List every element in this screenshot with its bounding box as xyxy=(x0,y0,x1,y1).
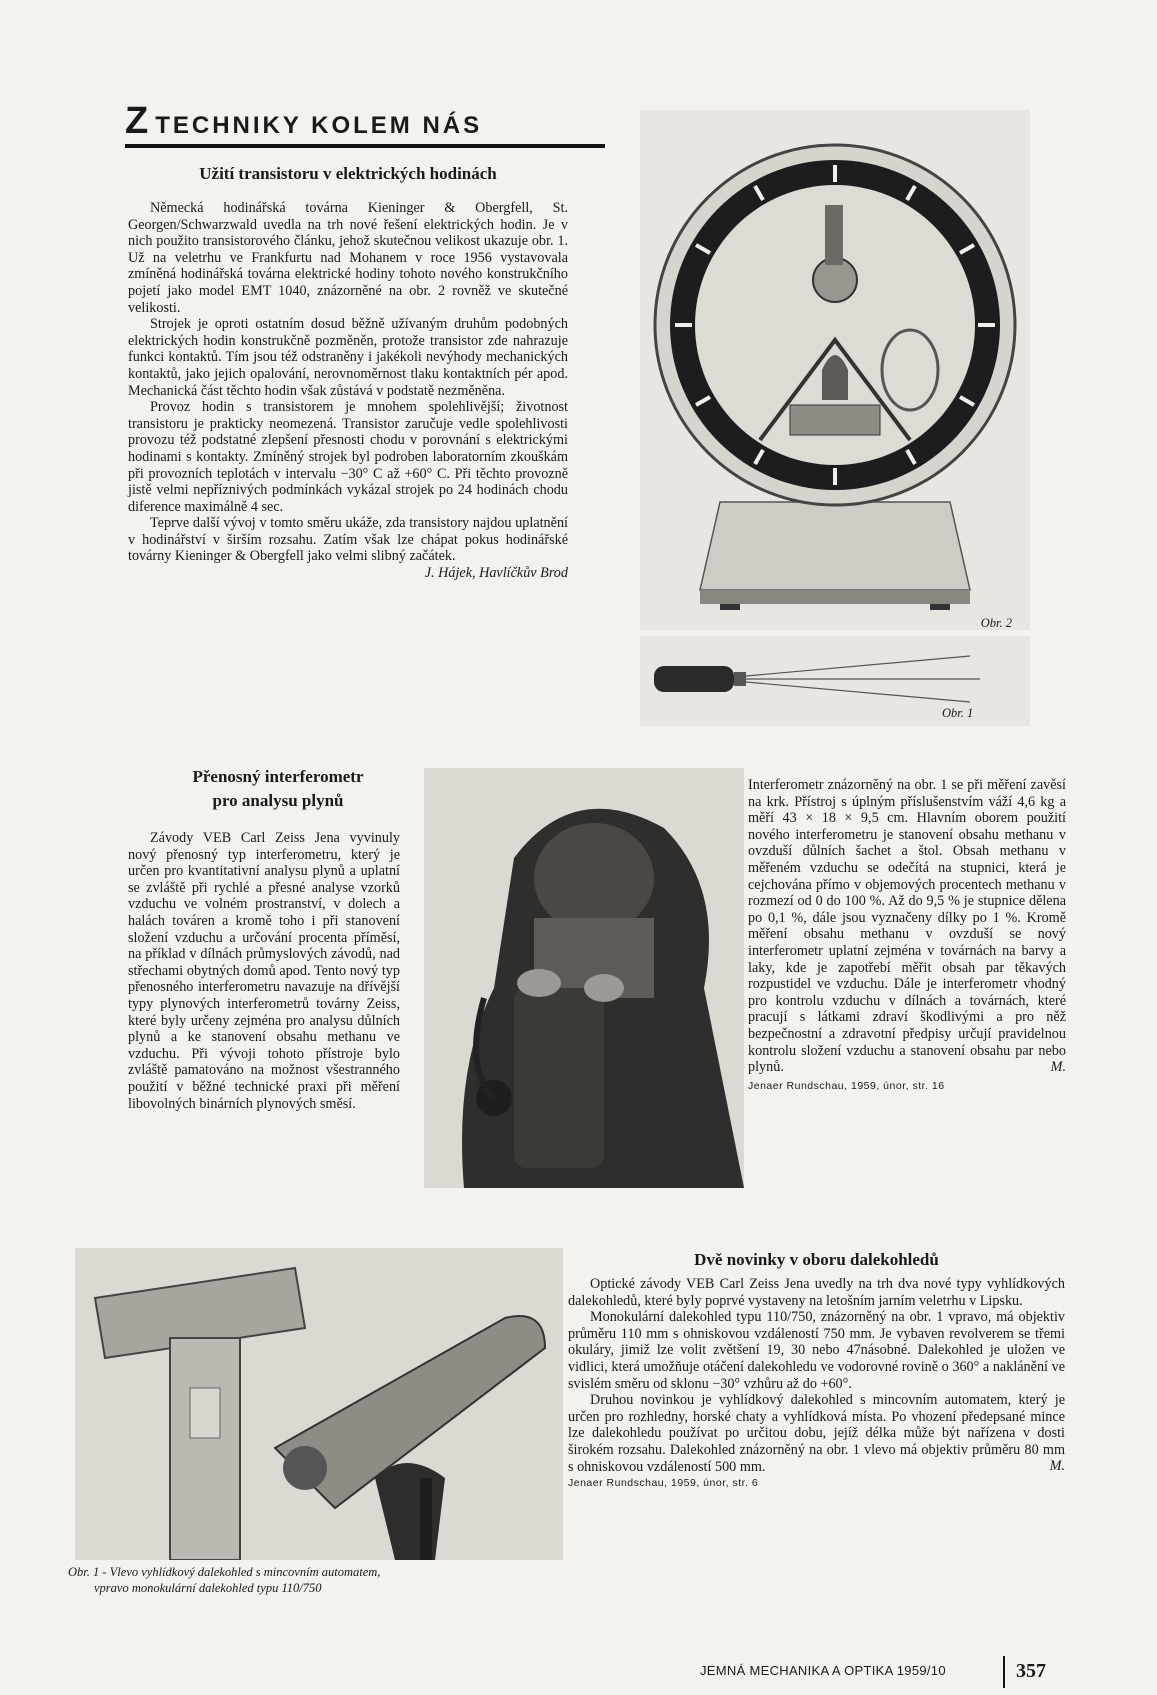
footer-divider xyxy=(1003,1656,1005,1688)
footer-journal: JEMNÁ MECHANIKA A OPTIKA 1959/10 xyxy=(700,1663,946,1678)
article1-paragraph: Strojek je oproti ostatním dosud běžně užívaným druhům podobných elektrických hodin konstrukčně pozměněn, protože transistor zde nahrazuje funkci kontaktů. Tím jsou též odstraněny i jakékoli nevýhody mechanických kontaktů, jako jejich opalování, nerovnoměrnost tlaku kontaktních pér apod. Mechanická část těchto hodin však zůstává v podstatě nezměněna. xyxy=(128,316,568,399)
telescope-photo xyxy=(75,1248,563,1560)
caption-fig2: Obr. 2 xyxy=(980,616,1012,630)
article1-paragraph: Provoz hodin s transistorem je mnohem spolehlivější; životnost transistoru je prakticky neomezená. Transistor zaručuje vedle spolehlivosti provozu též podstatné zlepšení přesnosti chodu v porovnání s elektrickými hodinami s kontakty. Zmíněný strojek byl podroben laboratorním zkouškám při provozních teplotách v intervalu −30° C až +60° C. Při těchto provozně jistě velmi nepříznivých podmínkách vykázal strojek po 24 hodinách chodu diference maximálně 4 sec. xyxy=(128,399,568,515)
article1-title: Užití transistoru v elektrických hodinách xyxy=(199,164,497,183)
article2-right-column xyxy=(748,777,1066,1092)
article2-title-line2: pro analysu plynů xyxy=(212,791,344,810)
section-title xyxy=(125,100,482,143)
clock-photo xyxy=(640,110,1030,630)
article2-paragraph-right: Interferometr znázorněný na obr. 1 se při měření zavěsí na krk. Přístroj s úplným příslušenstvím váží 4,6 kg a měří 43 × 18 × 9,5 cm. Hlavním oborem použití nového interferometru je stanovení obsahu methanu v ovzduší důlních šachet a štol. Obsah methanu v měřeném vzduchu se odečítá na stupnici, která je cejchována přímo v objemových procentech methanu v rozmezí od 0 do 100 %. Až do 9,5 % je stupnice dělena po 0,1 %, dále jsou vyznačeny dílky po 1 %. Kromě měření obsahu methanu v ovzduší se nový interferometr uplatní zejména v továrnách na barvy a laky, kde je zapotřebí měřit obsah par těkavých rozpustidel ve vzduchu. Dále je interferometr vhodný pro kontrolu vzduchu v dílnách a továrnách, které pracují s látkami zdraví škodlivými a pro něž bezpečnostní a zdravotní předpisy určují pravidelnou kontrolu složení vzduchu a stanovení obsahu par nebo plynů. xyxy=(748,777,1066,1076)
article2-title-line1: Přenosný interferometr xyxy=(192,767,364,786)
caption-fig1: Obr. 1 xyxy=(942,706,974,720)
article-telescopes xyxy=(568,1248,1065,1489)
article-transistor-clock xyxy=(128,162,568,582)
article3-paragraph: Monokulární dalekohled typu 110/750, znázorněný na obr. 1 vpravo, má objektiv průměru 110 mm s ohniskovou vzdáleností 750 mm. Je vybaven revolverem se třemi okuláry, jimiž lze volit zvětšení 19, 30 nebo 47násobné. Dalekohled je uložen ve vidlici, která umožňuje otáčení dalekohledu ve vodorovné rovině o 360° a naklánění ve svislém směru od sklonu −30° vzhůru až do +60°. xyxy=(568,1309,1065,1392)
article2-signature: M. xyxy=(1050,1058,1066,1075)
transistor-photo xyxy=(640,636,1030,726)
article3-source: Jenaer Rundschau, 1959, únor, str. 6 xyxy=(568,1477,759,1490)
article1-signature: J. Hájek, Havlíčkův Brod xyxy=(424,565,568,582)
telescope-caption-line1: Obr. 1 - Vlevo vyhlídkový dalekohled s mincovním automatem, xyxy=(68,1565,381,1579)
article1-paragraph: Teprve další vývoj v tomto směru ukáže, zda transistory najdou uplatnění v hodinářství v širším rozsahu. Zatím však lze chápat pokus hodinářské továrny Kieninger & Obergfell jako velmi slibný začátek. xyxy=(128,515,568,565)
telescope-caption-line2: vpravo monokulární dalekohled typu 110/750 xyxy=(94,1581,322,1595)
article2-source: Jenaer Rundschau, 1959, únor, str. 16 xyxy=(748,1079,945,1092)
telescope-caption xyxy=(68,1564,588,1596)
article2-paragraph-left: Závody VEB Carl Zeiss Jena vyvinuly nový přenosný typ interferometru, který je určen pro kvantitativní analysu plynů a uplatní se zvláště při rychlé a přesné analyse vzorků vzduchu ve volném prostranství, v dolech a halách továren a kromě toho i při stanovení složení vzduchu a určování procenta příměsí, na příklad v dílnách průmyslových závodů, nad střechami obytných domů apod. Tento nový typ přenosného interferometru navazuje na dřívější typy plynových interferometrů továrny Zeiss, které byly určeny zejména pro analysu důlních plynů a ke stanovení obsahu methanu ve vzduchu. Při vývoji tohoto přístroje bylo zvláště pamatováno na možnost všestranného použití v běžné technické praxi při měření libovolných binárních plynových směsí. xyxy=(128,830,400,1112)
article3-signature: M. xyxy=(1049,1458,1065,1475)
page-number: 357 xyxy=(1016,1660,1046,1682)
clock-illustration xyxy=(640,110,1030,630)
article2-left-column xyxy=(128,830,400,1112)
interferometer-photo xyxy=(424,768,744,1188)
section-title-rest: TECHNIKY KOLEM NÁS xyxy=(155,112,483,139)
article3-paragraph: Optické závody VEB Carl Zeiss Jena uvedly na trh dva nové typy vyhlídkových dalekohledů, které byly poprvé vystaveny na letošním jarním veletrhu v Lipsku. xyxy=(568,1276,1065,1309)
article3-paragraph: Druhou novinkou je vyhlídkový dalekohled s mincovním automatem, který je určen pro rozhledny, horské chaty a vyhlídková místa. Po vhození předepsané mince lze dalekohledu používat po určitou dobu, jejíž délka může být nařízena v dosti širokém rozsahu. Dalekohled znázorněný na obr. 1 vlevo má objektiv průměru 80 mm s ohniskovou vzdáleností 500 mm. xyxy=(568,1392,1065,1475)
article3-title: Dvě novinky v oboru dalekohledů xyxy=(694,1250,939,1269)
article1-paragraph: Německá hodinářská továrna Kieninger & Obergfell, St. Georgen/Schwarzwald uvedla na trh nové řešení elektrických hodin. Je v nich použito transistorového článku, jehož skutečnou velikost ukazuje obr. 1. Už na veletrhu ve Frankfurtu nad Mohanem v roce 1956 vystavovala zmíněná hodinářská továrna elektrické hodiny tohoto nového konstrukčního pojetí jako model EMT 1040, znázorněné na obr. 2 rovněž ve skutečné velikosti. xyxy=(128,200,568,316)
section-title-initial: Z xyxy=(125,100,150,142)
section-title-rule xyxy=(125,144,605,148)
telescope-illustration xyxy=(75,1248,563,1560)
article-interferometer-title xyxy=(128,765,428,813)
interferometer-illustration xyxy=(424,768,744,1188)
